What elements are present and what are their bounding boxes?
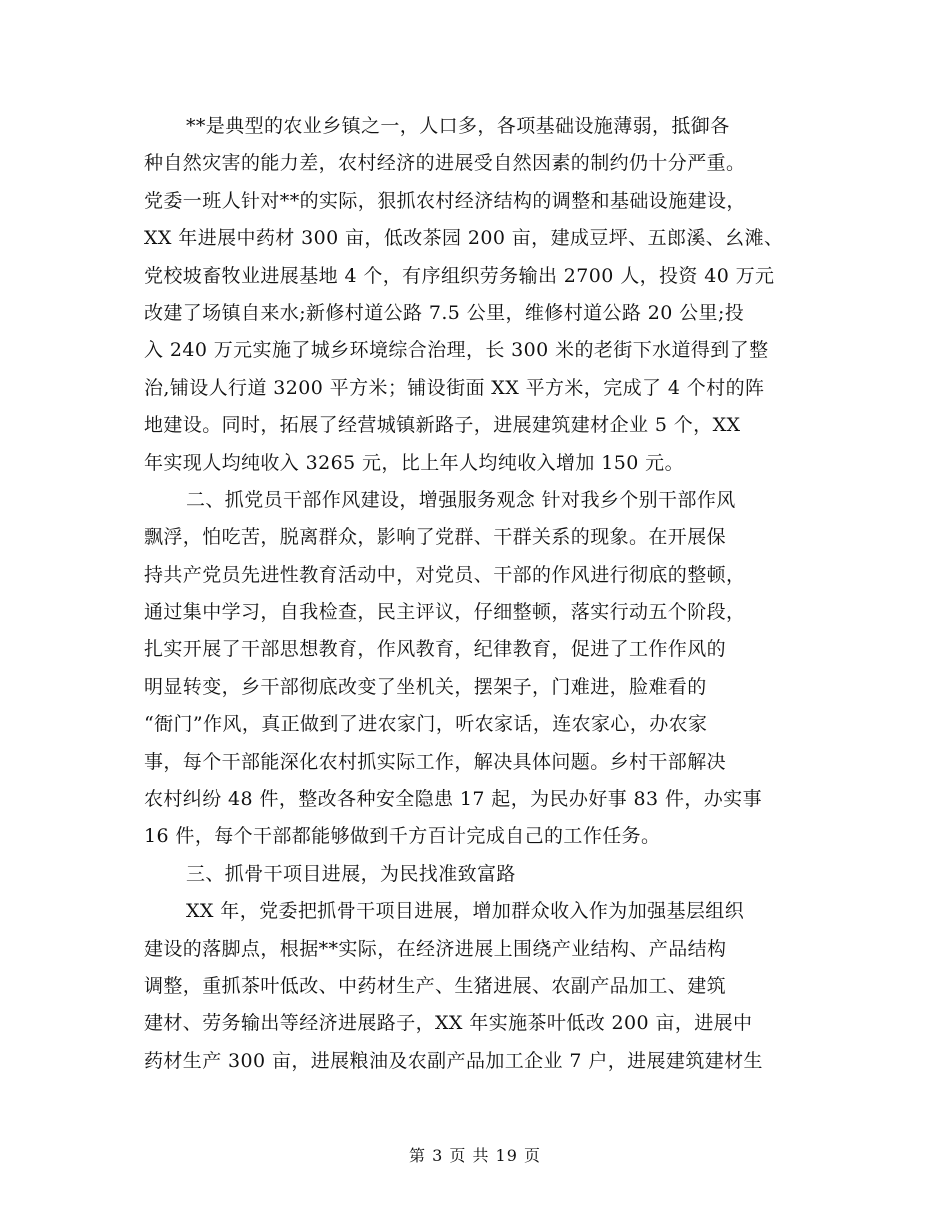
text-line: **是典型的农业乡镇之一，人口多，各项基础设施薄弱，抵御各	[186, 115, 730, 137]
text-line: 种自然灾害的能力差，农村经济的进展受自然因素的制约仍十分严重。	[144, 152, 746, 175]
text-line: 改建了场镇自来水;新修村道公路 7.5 公里，维修村道公路 20 公里;投	[144, 301, 745, 324]
text-line: XX 年进展中药材 300 亩，低改茶园 200 亩，建成豆坪、五郎溪、幺滩、	[144, 227, 784, 250]
text-line: 通过集中学习，自我检查，民主评议，仔细整顿，落实行动五个阶段，	[144, 601, 746, 624]
page-footer: 第 3 页 共 19 页	[409, 1146, 541, 1165]
text-line: 16 件，每个干部都能够做到千方百计完成自己的工作任务。	[144, 825, 661, 848]
text-line: 年实现人均纯收入 3265 元，比上年人均纯收入增加 150 元。	[144, 451, 684, 474]
text-line: 明显转变，乡干部彻底改变了坐机关，摆架子，门难进，脸难看的	[144, 675, 707, 698]
section-heading: 三、抓骨干项目进展，为民找准致富路	[186, 862, 516, 885]
text-line: 党委一班人针对**的实际，狠抓农村经济结构的调整和基础设施建设，	[144, 189, 746, 212]
body-text	[144, 108, 816, 1080]
text-line: 药材生产 300 亩，进展粮油及农副产品加工企业 7 户，进展建筑建材生	[144, 1049, 763, 1072]
text-line: 治,铺设人行道 3200 平方米；铺设街面 XX 平方米，完成了 4 个村的阵	[144, 376, 765, 399]
text-line: 地建设。同时，拓展了经营城镇新路子，进展建筑建材企业 5 个，XX	[144, 414, 741, 437]
text-line: “衙门”作风，真正做到了进农家门，听农家话，连农家心，办农家	[144, 713, 708, 736]
text-line: 农村纠纷 48 件，整改各种安全隐患 17 起，为民办好事 83 件，办实事	[144, 788, 762, 811]
text-line: XX 年，党委把抓骨干项目进展，增加群众收入作为加强基层组织	[186, 900, 745, 923]
text-line: 持共产党员先进性教育活动中，对党员、干部的作风进行彻底的整顿，	[144, 563, 746, 586]
text-line: 党校坡畜牧业进展基地 4 个，有序组织劳务输出 2700 人，投资 40 万元	[144, 264, 775, 287]
text-line: 事，每个干部能深化农村抓实际工作，解决具体问题。乡村干部解决	[144, 750, 727, 773]
text-line: 扎实开展了干部思想教育，作风教育，纪律教育，促进了工作作风的	[144, 638, 727, 661]
text-line: 建设的落脚点，根据**实际，在经济进展上围绕产业结构、产品结构	[144, 937, 727, 960]
section-heading: 二、抓党员干部作风建设，增强服务观念 针对我乡个别干部作风	[186, 488, 736, 511]
text-line: 飘浮，怕吃苦，脱离群众，影响了党群、干群关系的现象。在开展保	[144, 526, 727, 549]
text-line: 建材、劳务输出等经济进展路子，XX 年实施茶叶低改 200 亩，进展中	[144, 1012, 753, 1035]
text-line: 调整，重抓茶叶低改、中药材生产、生猪进展、农副产品加工、建筑	[144, 974, 727, 997]
text-line: 入 240 万元实施了城乡环境综合治理，长 300 米的老街下水道得到了整	[144, 339, 769, 362]
